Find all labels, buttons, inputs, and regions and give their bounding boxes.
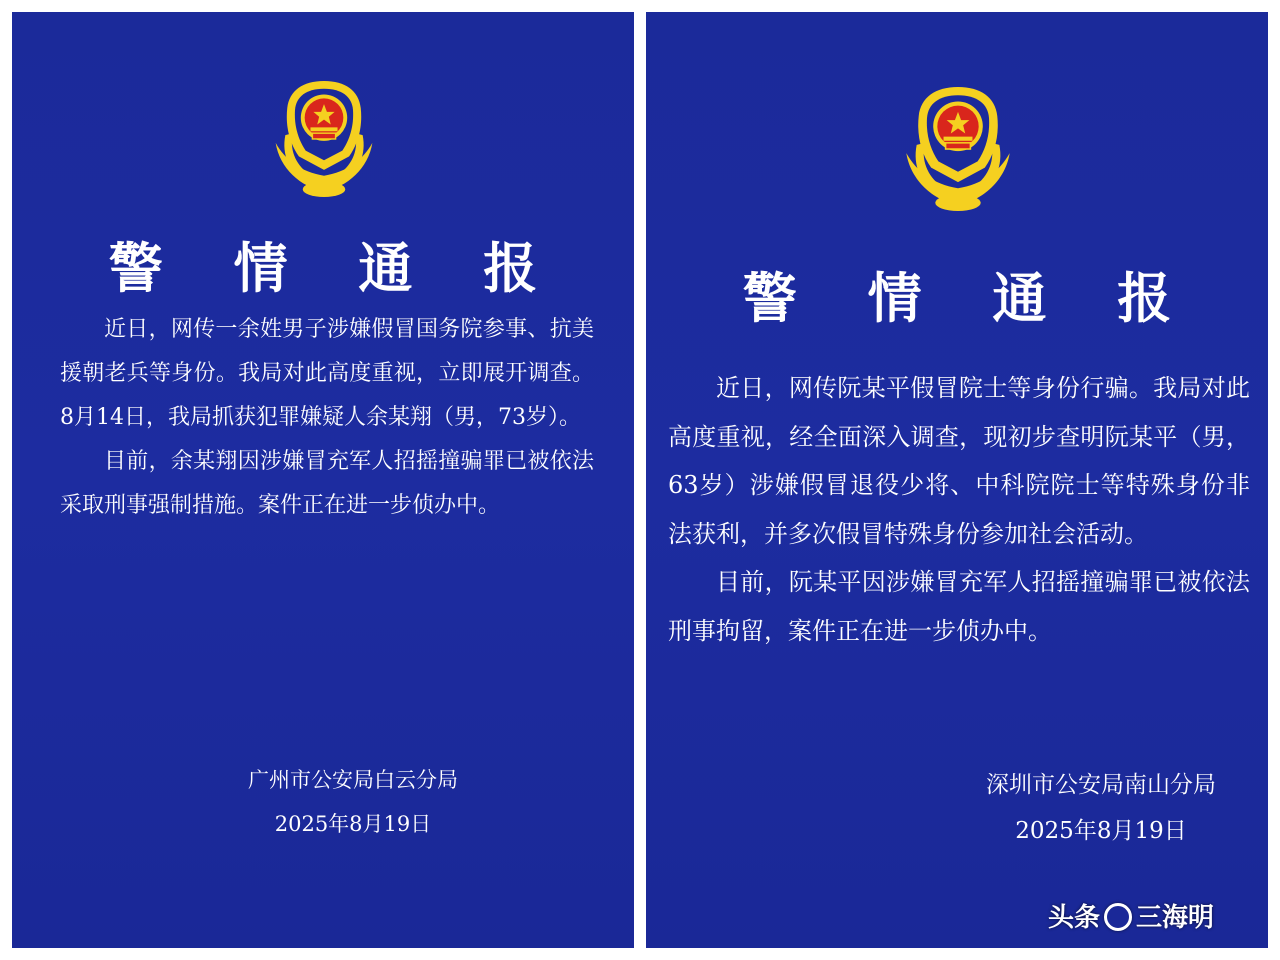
watermark-prefix: 头条 xyxy=(1048,903,1101,933)
watermark-author: 三海明 xyxy=(1136,903,1215,933)
issuing-authority: 广州市公安局白云分局 xyxy=(248,768,458,792)
issue-date: 2025年8月19日 xyxy=(274,812,432,836)
police-emblem-icon xyxy=(896,80,1020,216)
issue-date: 2025年8月19日 xyxy=(1015,818,1187,844)
notice-title: 警 情 通 报 xyxy=(108,237,564,300)
issuing-authority: 深圳市公安局南山分局 xyxy=(986,772,1216,798)
notice-signature-block xyxy=(986,762,1216,854)
notice-paragraph: 目前，阮某平因涉嫌冒充军人招摇撞骗罪已被依法刑事拘留，案件正在进一步侦办中。 xyxy=(668,568,1250,645)
notice-paragraph: 近日，网传一余姓男子涉嫌假冒国务院参事、抗美援朝老兵等身份。我局对此高度重视，立即展开调查。8月14日，我局抓获犯罪嫌疑人余某翔（男，73岁）。 xyxy=(60,317,594,430)
notice-signature-block xyxy=(248,758,458,846)
police-emblem-icon xyxy=(266,74,382,202)
watermark-logo-icon xyxy=(1104,903,1132,931)
police-notice-right xyxy=(646,12,1268,948)
notice-body xyxy=(668,364,1250,655)
notice-body xyxy=(60,308,594,528)
notice-title: 警 情 通 报 xyxy=(742,267,1198,330)
police-notice-left xyxy=(12,12,634,948)
notice-paragraph: 目前，余某翔因涉嫌冒充军人招摇撞骗罪已被依法采取刑事强制措施。案件正在进一步侦办中。 xyxy=(60,449,594,518)
toutiao-watermark xyxy=(1048,896,1274,940)
notice-paragraph: 近日，网传阮某平假冒院士等身份行骗。我局对此高度重视，经全面深入调查，现初步查明阮某平（男，63岁）涉嫌假冒退役少将、中科院院士等特殊身份非法获利，并多次假冒特殊身份参加社会活动。 xyxy=(668,374,1250,548)
